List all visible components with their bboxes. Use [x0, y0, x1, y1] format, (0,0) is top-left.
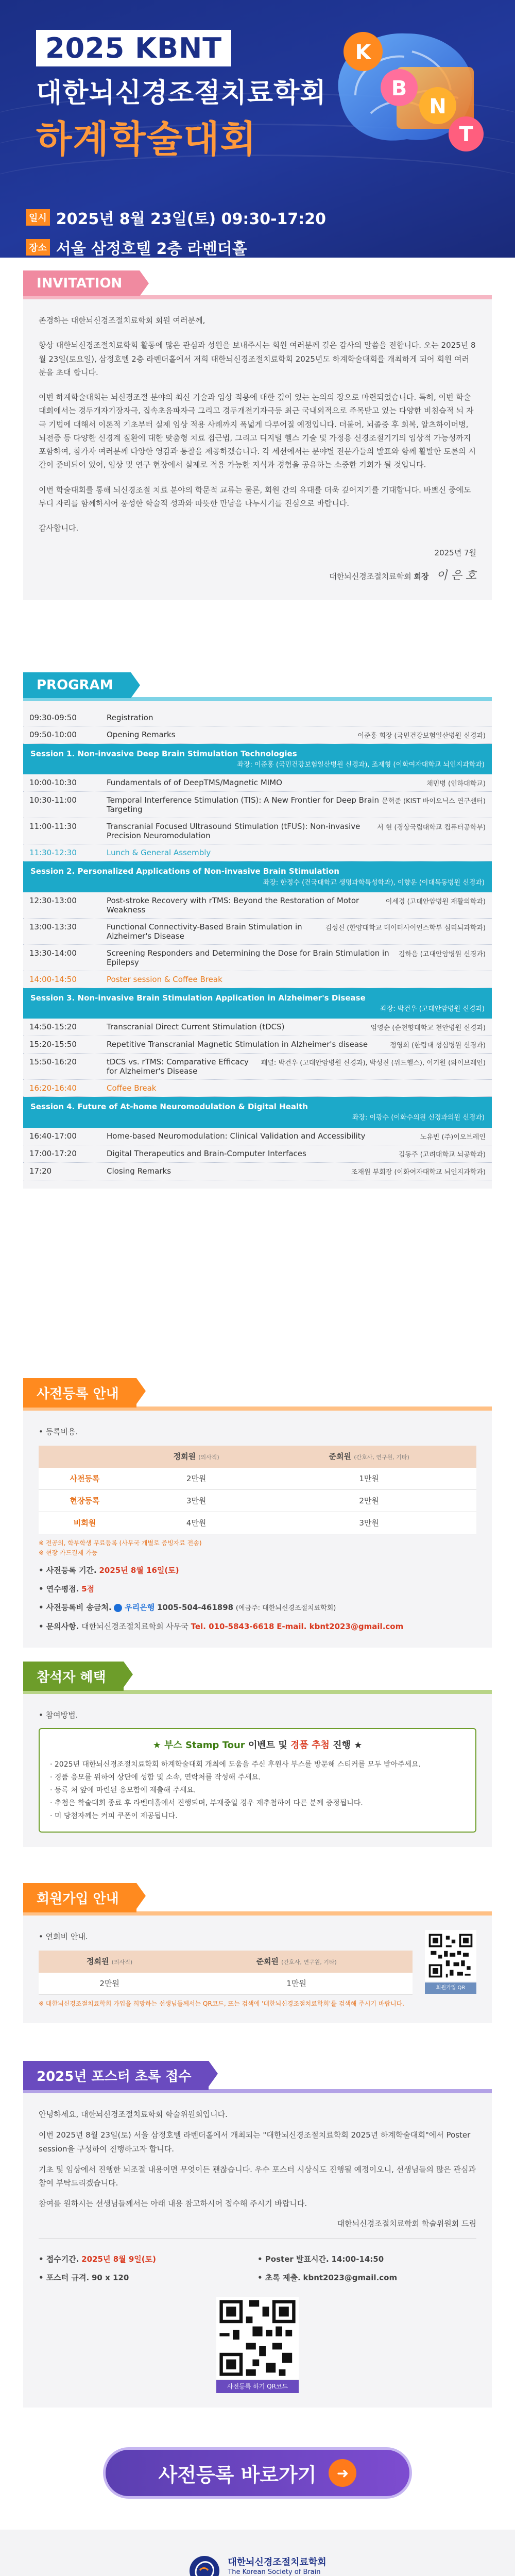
program-topic: Registration — [107, 713, 153, 722]
program-row — [23, 709, 492, 726]
program-topic: Lunch & General Assembly — [107, 848, 211, 858]
arrow-right-icon: ➜ — [329, 2459, 356, 2487]
hero-subtitle: 대한뇌신경조절치료학회 — [36, 78, 327, 109]
benefits-label: • 참여방법. — [39, 1710, 78, 1720]
program-row — [23, 1019, 492, 1036]
place-row — [26, 236, 326, 258]
program-time: 13:30-14:00 — [29, 948, 77, 958]
contact-email[interactable]: E-mail. kbnt2023@gmail.com — [277, 1621, 404, 1631]
program-row — [23, 1128, 492, 1145]
bank-icon — [114, 1604, 122, 1612]
benefits-body — [23, 1694, 492, 1847]
poster-time: • Poster 발표시간. 14:00-14:50 — [258, 2254, 384, 2264]
hero-tag: 2025 KBNT — [36, 30, 231, 66]
date-value: 2025년 8월 23일(토) 09:30-17:20 — [56, 210, 327, 228]
stamp-tour-box — [39, 1728, 476, 1832]
balloon-n: N — [429, 95, 447, 118]
table-row — [39, 1489, 476, 1512]
fee-row-label: 현장등록 — [39, 1489, 131, 1512]
registration-qr-icon[interactable] — [216, 2297, 299, 2379]
mem-cell: 1만원 — [180, 1973, 413, 1995]
fee-cell: 3만원 — [131, 1489, 262, 1512]
org-name-ko: 대한뇌신경조절치료학회 — [228, 2556, 327, 2568]
program-list — [23, 701, 492, 1189]
invitation-paragraph: 이번 하계학술대회는 뇌신경조절 분야의 최신 기술과 임상 적용에 대한 깊이 있는 논의의 장으로 마련되었습니다. 특히, 이번 학술대회에서는 경두개자기장자극, 집속초음파자극 그리고 경두개전기자극등 최근 국내외적으로 주목받고 있는 다양한 비침습적 뇌 자극 기법에 대해서 이론적 기초부터 실제 임상 적용 사례까지 폭넓게 다루어질 예정입니다. 더불어, 뇌졸중 후 회복, 알츠하이머병, 뇌전증 등 다양한 신경계 질환에 대한 맞춤형 치료 접근법, 그리고 디지털 헬스 기술 및 가정용 신경조절기기의 임상적 가능성까지 포함하여, 참가자 여러분께 다양한 영감과 통찰을 제공하겠습니다. 각 세션에서는 분야별 전문가들의 발표와 함께 활발한 토론의 시간이 준비되어 있어, 임상 및 연구 현장에서 실제로 적용 가능한 지식과 경험을 공유하는 소중한 기회가 될 것입니다. — [39, 393, 476, 470]
poster-details — [39, 2239, 476, 2285]
list-item: · 추첨은 학술대회 종료 후 라벤더홀에서 진행되며, 부재중일 경우 재추첨하여 다른 분께 증정됩니다. — [50, 1799, 363, 1808]
membership-note: ※ 대한뇌신경조절치료학회 가입을 희망하는 선생님들께서는 QR코드, 또는 검색에 '대한뇌신경조절치료학회'를 검색해 주시기 바랍니다. — [39, 1999, 404, 2007]
preregistration-section — [23, 1378, 492, 1648]
membership-body — [23, 1916, 492, 2023]
fee-cell: 3만원 — [262, 1512, 476, 1534]
poster-paragraph: 기초 및 임상에서 진행한 뇌조절 내용이면 무엇이든 괜찮습니다. 우수 포스터 시상식도 진행될 예정이오니, 선생님들의 많은 관심과 참여 부탁드리겠습니다. — [39, 2164, 476, 2188]
program-topic: Closing Remarks — [107, 1166, 171, 1176]
session-title: Session 3. Non-invasive Brain Stimulation Application in Alzheimer's Disease — [30, 993, 366, 1003]
session-title: Session 4. Future of At-home Neuromodulation & Digital Health — [30, 1102, 308, 1112]
program-speaker: 조재원 부회장 (이화여자대학교 뇌인지과학과) — [351, 1168, 486, 1176]
program-topic: Screening Responders and Determining the Dose for Brain Stimulation in Epilepsy — [107, 948, 389, 967]
program-topic: Fundamentals of of DeepTMS/Magnetic MIMO — [107, 778, 282, 788]
fee-label: • 등록비용. — [39, 1427, 78, 1436]
session-header — [23, 744, 492, 774]
poster-email-link[interactable]: kbnt2023@gmail.com — [303, 2273, 398, 2282]
table-row — [39, 1973, 413, 1995]
invitation-heading: INVITATION — [23, 270, 140, 296]
session-header — [23, 1097, 492, 1127]
registration-cta-button[interactable] — [103, 2447, 412, 2499]
program-topic: Transcranial Focused Ultrasound Stimulation (tFUS): Non-invasive Precision Neuromodulation — [107, 822, 360, 841]
program-speaker: 채민병 (인하대학교) — [426, 780, 486, 788]
poster-heading: 2025년 포스터 초록 접수 — [23, 2061, 209, 2090]
fee-col-associate: 준회원 (간호사, 연구원, 기타) — [262, 1446, 476, 1467]
society-logo-icon — [188, 2555, 220, 2576]
program-row — [23, 844, 492, 861]
session-chair: 좌장: 한정수 (건국대학교 생명과학특성학과), 이향운 (이대목동병원 신경과) — [263, 878, 485, 887]
fee-row-label: 비회원 — [39, 1512, 131, 1534]
program-topic: Functional Connectivity-Based Brain Stimulation in Alzheimer's Disease — [107, 922, 302, 941]
list-item: · 경품 응모를 위하여 상단에 성함 및 소속, 연락처를 작성해 주세요. — [50, 1773, 261, 1782]
invitation-section — [23, 270, 492, 600]
program-row — [23, 892, 492, 919]
date-label: 일시 — [26, 209, 50, 226]
org-name-en: The Korean Society of Brain — [228, 2568, 321, 2576]
cta-label: 사전등록 바로가기 — [158, 2463, 317, 2486]
table-row — [39, 1512, 476, 1534]
fee-cell: 1만원 — [262, 1468, 476, 1490]
session-chair: 좌장: 박건우 (고대안암병원 신경과) — [380, 1005, 485, 1013]
program-topic: Post-stroke Recovery with rTMS: Beyond the Restoration of Motor Weakness — [107, 895, 359, 914]
poster-paragraph: 이번 2025년 8월 23일(토) 서울 삼정호텔 라벤더홀에서 개최되는 "대한뇌신경조절치료학회 2025년 하계학술대회"에서 Poster session을 구성하여 진행하고자 합니다. — [39, 2130, 471, 2154]
membership-left — [39, 1930, 413, 2009]
program-speaker: 이세경 (고대안암병원 재활의학과) — [385, 897, 486, 906]
program-row — [23, 818, 492, 844]
preregistration-heading: 사전등록 안내 — [23, 1378, 136, 1408]
program-time: 09:30-09:50 — [29, 713, 77, 722]
program-topic: Repetitive Transcranial Magnetic Stimulation in Alzheimer's disease — [107, 1040, 368, 1049]
membership-qr-icon[interactable] — [425, 1930, 476, 1981]
program-row — [23, 1145, 492, 1163]
membership-heading: 회원가입 안내 — [23, 1883, 136, 1912]
program-row — [23, 945, 492, 971]
place-label: 장소 — [26, 239, 50, 256]
program-time: 13:00-13:30 — [29, 922, 77, 931]
mem-col-associate: 준회원 (간호사, 연구원, 기타) — [180, 1951, 413, 1972]
session-header — [23, 988, 492, 1019]
poster-size: • 포스터 규격. 90 x 120 — [39, 2273, 129, 2282]
program-row — [23, 792, 492, 818]
program-time: 14:00-14:50 — [29, 974, 77, 984]
session-title: Session 1. Non-invasive Deep Brain Stimulation Technologies — [30, 749, 297, 758]
program-time: 16:40-17:00 — [29, 1131, 77, 1141]
invitation-date: 2025년 7월 — [434, 548, 476, 558]
fee-col-empty — [39, 1446, 131, 1467]
program-speaker: 이준홍 회장 (국민건강보험일산병원 신경과) — [357, 732, 486, 740]
credit-item: • 연수평점. 5점 — [39, 1584, 95, 1594]
balloon-b: B — [391, 77, 407, 100]
program-time: 16:20-16:40 — [29, 1083, 77, 1093]
poster-paragraph: 참여를 원하시는 선생님들께서는 아래 내용 참고하시어 접수해 주시기 바랍니다. — [39, 2199, 307, 2209]
membership-qr-caption: 회원가입 QR — [425, 1982, 476, 1994]
program-topic: Poster session & Coffee Break — [107, 974, 222, 984]
membership-table — [39, 1951, 413, 1995]
benefits-heading: 참석자 혜택 — [23, 1662, 124, 1691]
program-section — [23, 672, 492, 1189]
session-title: Session 2. Personalized Applications of Non-invasive Brain Stimulation — [30, 867, 339, 876]
signer-name: 이 은 호 — [436, 569, 476, 582]
mem-col-regular: 정회원 (의사직) — [39, 1951, 180, 1972]
hero-title: 하계학술대회 — [36, 117, 258, 161]
fee-table — [39, 1446, 476, 1534]
program-row — [23, 1036, 492, 1054]
membership-qr-wrap — [425, 1930, 476, 1994]
program-speaker: 패널: 박건우 (고대안암병원 신경과), 박성진 (위드헬스), 이기원 (와이브레인) — [261, 1059, 486, 1067]
poster-body — [23, 2093, 492, 2408]
fee-cell: 2만원 — [262, 1489, 476, 1512]
invitation-greeting: 존경하는 대한뇌신경조절치료학회 회원 여러분께, — [39, 316, 205, 325]
poster-sign: 대한뇌신경조절치료학회 학술위원회 드림 — [337, 2218, 476, 2228]
program-row — [23, 726, 492, 744]
list-item: · 미 당첨자께는 커피 쿠폰이 제공됩니다. — [50, 1812, 178, 1821]
date-row — [26, 206, 326, 229]
program-heading: PROGRAM — [23, 672, 131, 698]
poster-deadline: • 접수기간. 2025년 8월 9일(토) — [39, 2254, 156, 2264]
program-time: 10:00-10:30 — [29, 778, 77, 788]
stamp-title: ★ 부스 Stamp Tour 이벤트 및 경품 추첨 진행 ★ — [152, 1740, 363, 1751]
program-topic: Digital Therapeutics and Brain-Computer Interfaces — [107, 1148, 306, 1158]
program-topic: Coffee Break — [107, 1083, 157, 1093]
program-time: 12:30-13:00 — [29, 895, 77, 905]
invitation-thanks: 감사합니다. — [39, 523, 79, 533]
program-time: 15:20-15:50 — [29, 1040, 77, 1049]
program-time: 11:00-11:30 — [29, 822, 77, 832]
program-speaker: 노유빈 (주)이오브레인 — [420, 1133, 486, 1141]
program-time: 17:00-17:20 — [29, 1148, 77, 1158]
program-speaker: 임영순 (순천향대학교 천안병원 신경과) — [370, 1024, 486, 1032]
fee-cell: 4만원 — [131, 1512, 262, 1534]
poster-qr-wrap — [39, 2297, 476, 2393]
balloon-k: K — [355, 41, 371, 64]
program-time: 09:50-10:00 — [29, 730, 77, 739]
membership-section — [23, 1883, 492, 2023]
society-name — [228, 2557, 326, 2576]
program-speaker: 김동주 (고려대학교 뇌공학과) — [398, 1150, 486, 1159]
invitation-signature — [39, 566, 476, 586]
poster-email: • 초록 제출. kbnt2023@gmail.com — [258, 2273, 398, 2282]
footer — [0, 2530, 515, 2576]
balloon-t: T — [459, 123, 473, 146]
period-item: • 사전등록 기간. 2025년 8월 16일(토) — [39, 1565, 179, 1575]
program-row — [23, 1054, 492, 1080]
account-item: • 사전등록비 송금처. 우리은행 1005-504-461898 (예금주: 대한뇌신경조절치료학회) — [39, 1603, 336, 1613]
program-row — [23, 774, 492, 792]
program-speaker: 문혁준 (KIST 바이오닉스 연구센터) — [382, 798, 486, 806]
hero-info — [26, 206, 326, 258]
table-row — [39, 1468, 476, 1490]
signer-org: 대한뇌신경조절치료학회 — [329, 571, 411, 581]
session-chair: 좌장: 이광수 (이화수의원 신경과의원 신경과) — [352, 1114, 485, 1122]
fee-note: ※ 현장 카드결제 가능 — [39, 1549, 98, 1557]
hero-banner — [0, 0, 515, 258]
session-header — [23, 861, 492, 892]
fee-col-regular: 정회원 (의사직) — [131, 1446, 262, 1467]
program-topic: Temporal Interference Stimulation (TIS): A New Frontier for Deep Brain Targeting — [107, 795, 379, 815]
program-speaker: 정영희 (한림대 성심병원 신경과) — [390, 1042, 486, 1050]
invitation-paragraph: 이번 학술대회를 통해 뇌신경조절 치료 분야의 학문적 교류는 물론, 회원 간의 유대를 더욱 깊어지기를 기대합니다. 바쁘신 중에도 부디 자리를 함께하시어 풍성한 학술적 성과와 따뜻한 만남을 나누시기를 진심으로 바랍니다. — [39, 485, 471, 508]
list-item: · 등록 처 앞에 마련된 응모함에 제출해 주세요. — [50, 1786, 196, 1795]
program-time: 14:50-15:20 — [29, 1022, 77, 1032]
membership-label: • 연회비 안내. — [39, 1932, 88, 1941]
program-topic: Opening Remarks — [107, 730, 176, 739]
program-row — [23, 1080, 492, 1097]
program-time: 15:50-16:20 — [29, 1057, 77, 1067]
program-speaker: 김성신 (한양대학교 데이터사이언스학부 심리뇌과학과) — [325, 924, 486, 932]
program-speaker: 김하음 (고대안암병원 신경과) — [398, 950, 486, 958]
fee-note: ※ 전공의, 학부학생 무료등록 (사무국 개별로 증빙자료 전송) — [39, 1539, 202, 1547]
society-logo — [188, 2555, 326, 2576]
poster-section — [23, 2061, 492, 2408]
membership-content — [39, 1930, 476, 2009]
signer-role: 회장 — [414, 571, 429, 581]
program-row — [23, 1163, 492, 1180]
invitation-body — [23, 299, 492, 600]
program-topic: tDCS vs. rTMS: Comparative Efficacy for Alzheimer's Disease — [107, 1057, 249, 1076]
preregistration-body — [23, 1411, 492, 1648]
fee-cell: 2만원 — [131, 1468, 262, 1490]
program-row — [23, 971, 492, 988]
contact-item: • 문의사항. 대한뇌신경조절치료학회 사무국 Tel. 010-5843-6618 E-mail. kbnt2023@gmail.com — [39, 1621, 404, 1631]
invitation-paragraph: 항상 대한뇌신경조절치료학회 활동에 많은 관심과 성원을 보내주시는 회원 여러분께 깊은 감사의 말씀을 전합니다. 오는 2025년 8월 23일(토요일), 삼정호텔 2층 라벤더홀에서 저희 대한뇌신경조절치료학회 2025년도 하계학술대회를 개최하게 되어 회원 여러분을 초대 합니다. — [39, 341, 476, 377]
place-value: 서울 삼정호텔 2층 라벤더홀 — [56, 240, 247, 258]
mem-cell: 2만원 — [39, 1973, 180, 1995]
program-topic: Home-based Neuromodulation: Clinical Validation and Accessibility — [107, 1131, 366, 1141]
program-time: 10:30-11:00 — [29, 795, 77, 805]
program-time: 17:20 — [29, 1166, 52, 1176]
program-speaker: 서 현 (경상국립대학교 컴퓨터공학부) — [377, 824, 486, 832]
benefits-section — [23, 1662, 492, 1847]
brain-illustration — [309, 10, 494, 180]
fee-row-label: 사전등록 — [39, 1468, 131, 1490]
program-row — [23, 919, 492, 945]
poster-paragraph: 안녕하세요, 대한뇌신경조절치료학회 학술위원회입니다. — [39, 2110, 228, 2119]
program-time: 11:30-12:30 — [29, 848, 77, 858]
registration-qr-caption: 사전등록 하기 QR코드 — [216, 2380, 299, 2393]
session-chair: 좌장: 이준홍 (국민건강보험일산병원 신경과), 조재형 (이화여자대학교 뇌인지과학과) — [237, 761, 485, 769]
list-item: · 2025년 대한뇌신경조절치료학회 하계학술대회 개최에 도움을 주신 후원사 부스를 방문해 스티커를 모두 받아주세요. — [50, 1760, 421, 1769]
program-topic: Transcranial Direct Current Stimulation (tDCS) — [107, 1022, 285, 1032]
